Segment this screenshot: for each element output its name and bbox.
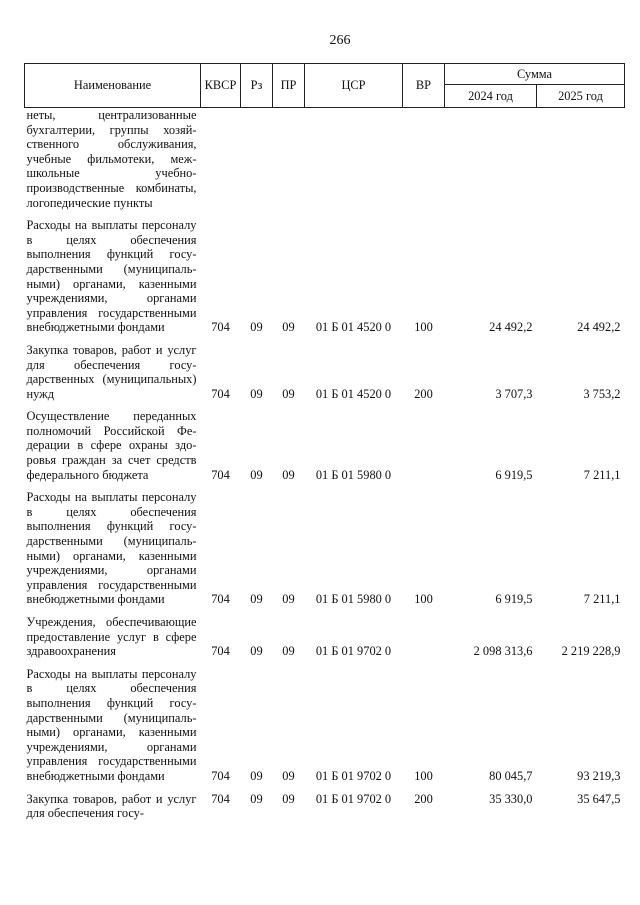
header-year-2025: 2025 год <box>537 85 625 108</box>
table-row <box>25 612 625 664</box>
row-vr: 100 <box>414 320 433 335</box>
table-row <box>25 215 625 340</box>
row-kvsr: 704 <box>211 768 230 783</box>
table-row <box>25 406 625 487</box>
row-sum-2024 <box>445 108 537 216</box>
row-pr: 09 <box>282 791 295 806</box>
row-name: Расходы на выплаты персоналу в целях обеспечения выполнения функций государственными (муниципальными) органами, казенными учреждениями, органами управления государственными внебюджетными фондами <box>26 218 197 335</box>
header-rz: Рз <box>241 64 273 108</box>
row-sum-2024: 80 045,7 <box>489 768 533 783</box>
row-vr: 100 <box>414 768 433 783</box>
row-vr: 200 <box>414 386 433 401</box>
row-pr: 09 <box>282 467 295 482</box>
row-vr <box>403 108 445 216</box>
row-kvsr: 704 <box>211 791 230 806</box>
row-csr: 01 Б 01 5980 0 <box>315 467 392 482</box>
row-rz: 09 <box>250 768 263 783</box>
table-row <box>25 340 625 406</box>
header-sum: Сумма <box>445 64 625 85</box>
row-rz: 09 <box>250 644 263 659</box>
row-kvsr: 704 <box>211 644 230 659</box>
row-sum-2025: 7 211,1 <box>583 467 621 482</box>
header-vr: ВР <box>403 64 445 108</box>
row-rz: 09 <box>250 791 263 806</box>
row-name: неты, централизованные бухгалтерии, группы хозяйственного обслуживания, учебные фильмотеки, межшкольные учебно-производственные комбинаты, логопедические пункты <box>26 108 197 210</box>
row-csr: 01 Б 01 5980 0 <box>315 592 392 607</box>
table-row <box>25 664 625 789</box>
row-rz: 09 <box>250 467 263 482</box>
page-number: 266 <box>329 33 351 48</box>
row-rz: 09 <box>250 320 263 335</box>
row-vr: 200 <box>414 791 433 806</box>
row-name: Закупка товаров, работ и услуг для обеспечения государственных (муниципальных) нужд <box>26 342 197 401</box>
table-body <box>25 108 625 821</box>
row-sum-2025 <box>537 108 625 216</box>
row-csr: 01 Б 01 9702 0 <box>315 791 392 806</box>
row-pr <box>273 108 305 216</box>
row-pr: 09 <box>282 320 295 335</box>
row-rz <box>241 108 273 216</box>
budget-table <box>24 63 625 821</box>
row-pr: 09 <box>282 644 295 659</box>
row-kvsr: 704 <box>211 467 230 482</box>
row-csr: 01 Б 01 9702 0 <box>315 768 392 783</box>
row-vr <box>403 406 445 487</box>
header-year-2024: 2024 год <box>445 85 537 108</box>
row-name: Учреждения, обеспечивающие предоставление услуг в сфере здравоохранения <box>26 615 197 659</box>
row-sum-2024: 6 919,5 <box>495 592 533 607</box>
row-sum-2024: 3 707,3 <box>495 386 533 401</box>
header-name: Наименование <box>25 64 201 108</box>
table-header <box>25 64 625 108</box>
row-name: Расходы на выплаты персоналу в целях обеспечения выполнения функций государственными (муниципальными) органами, казенными учреждениями, органами управления государственными внебюджетными фондами <box>26 666 197 783</box>
row-kvsr: 704 <box>211 320 230 335</box>
row-kvsr: 704 <box>211 592 230 607</box>
row-name: Расходы на выплаты персоналу в целях обеспечения выполнения функций государственными (муниципальными) органами, казенными учреждениями, органами управления государственными внебюджетными фондами <box>26 490 197 607</box>
row-csr: 01 Б 01 4520 0 <box>315 320 392 335</box>
row-csr: 01 Б 01 9702 0 <box>315 644 392 659</box>
row-sum-2024: 6 919,5 <box>495 467 533 482</box>
row-sum-2025: 24 492,2 <box>577 320 621 335</box>
row-pr: 09 <box>282 386 295 401</box>
row-name: Закупка товаров, работ и услуг для обеспечения госу- <box>26 791 197 821</box>
table-row <box>25 487 625 612</box>
row-sum-2024: 24 492,2 <box>489 320 533 335</box>
table-row <box>25 789 625 821</box>
row-sum-2024: 2 098 313,6 <box>473 644 533 659</box>
header-pr: ПР <box>273 64 305 108</box>
row-sum-2025: 35 647,5 <box>577 791 621 806</box>
row-pr: 09 <box>282 768 295 783</box>
row-vr <box>403 612 445 664</box>
row-sum-2025: 3 753,2 <box>583 386 621 401</box>
table-row <box>25 108 625 216</box>
row-pr: 09 <box>282 592 295 607</box>
row-sum-2025: 7 211,1 <box>583 592 621 607</box>
row-kvsr: 704 <box>211 386 230 401</box>
row-name: Осуществление переданных полномочий Российской Федерации в сфере охраны здоровья граждан за счет средств федерального бюджета <box>26 409 197 482</box>
row-kvsr <box>201 108 241 216</box>
header-kvsr: КВСР <box>201 64 241 108</box>
header-csr: ЦСР <box>305 64 403 108</box>
row-rz: 09 <box>250 386 263 401</box>
row-sum-2024: 35 330,0 <box>489 791 533 806</box>
row-vr: 100 <box>414 592 433 607</box>
row-sum-2025: 93 219,3 <box>577 768 621 783</box>
row-csr: 01 Б 01 4520 0 <box>315 386 392 401</box>
row-csr <box>305 108 403 216</box>
row-sum-2025: 2 219 228,9 <box>561 644 621 659</box>
row-rz: 09 <box>250 592 263 607</box>
